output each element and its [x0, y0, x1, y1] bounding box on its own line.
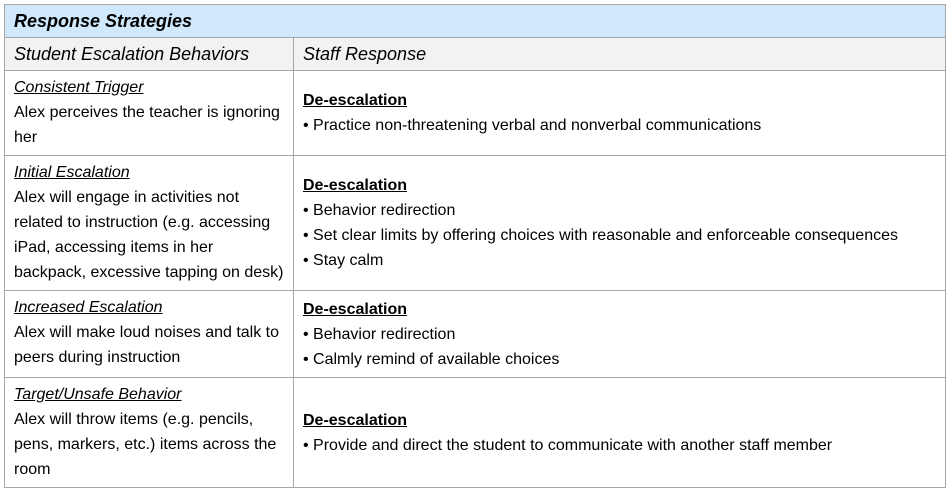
behavior-description: Alex perceives the teacher is ignoring her [14, 104, 280, 146]
behavior-cell [5, 71, 294, 155]
response-bullet: • Set clear limits by offering choices with reasonable and enforceable consequences [303, 223, 945, 248]
response-title: De-escalation [303, 92, 408, 109]
column-header-behaviors: Student Escalation Behaviors [5, 38, 294, 70]
response-cell [294, 378, 945, 487]
trigger-label: Target/Unsafe Behavior [14, 386, 182, 403]
column-header-row [5, 38, 945, 71]
response-cell [294, 291, 945, 377]
response-bullet: • Stay calm [303, 248, 945, 273]
trigger-label: Consistent Trigger [14, 79, 144, 96]
behavior-description: Alex will make loud noises and talk to peers during instruction [14, 324, 280, 366]
trigger-label: Initial Escalation [14, 164, 130, 181]
trigger-label: Increased Escalation [14, 299, 163, 316]
response-cell [294, 71, 945, 155]
column-header-response: Staff Response [303, 43, 427, 64]
response-bullet: • Calmly remind of available choices [303, 347, 945, 372]
behavior-cell [5, 156, 294, 290]
table-title: Response Strategies [14, 10, 193, 31]
response-bullet: • Practice non-threatening verbal and nonverbal communications [303, 113, 945, 138]
response-bullet: • Behavior redirection [303, 198, 945, 223]
response-title: De-escalation [303, 300, 408, 318]
behavior-cell [5, 291, 294, 377]
behavior-description: Alex will throw items (e.g. pencils, pens, markers, etc.) items across the room [14, 411, 277, 478]
behavior-description: Alex will engage in activities not related to instruction (e.g. accessing iPad, accessing items in her backpack, excessive tapping on desk) [14, 189, 284, 281]
response-title: De-escalation [303, 177, 408, 194]
table-title-bar [5, 5, 945, 38]
response-bullet: • Behavior redirection [303, 322, 945, 347]
response-strategies-table [4, 4, 946, 488]
table-row [5, 71, 945, 156]
response-bullet: • Provide and direct the student to communicate with another staff member [303, 433, 945, 458]
table-row [5, 378, 945, 487]
response-title: De-escalation [303, 411, 408, 429]
behavior-cell [5, 378, 294, 487]
table-row [5, 156, 945, 291]
table-row [5, 291, 945, 378]
response-cell [294, 156, 945, 290]
